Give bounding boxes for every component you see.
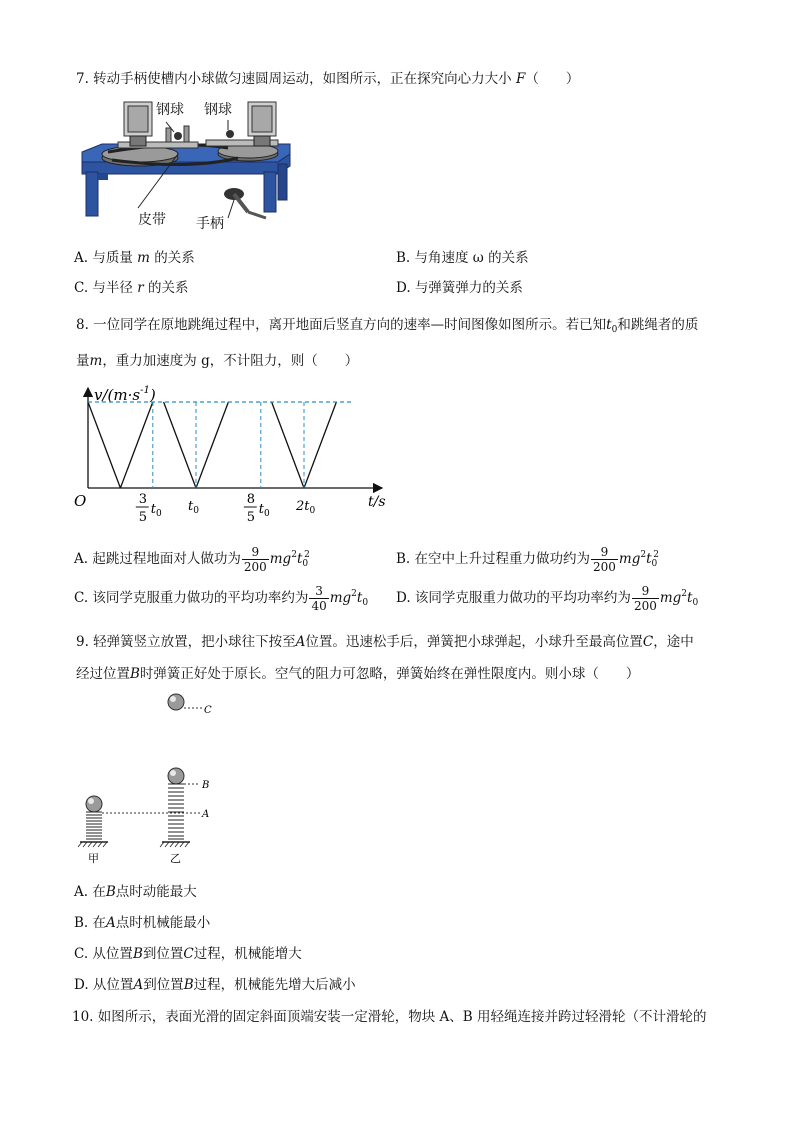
tick-frac-num: 3: [138, 492, 148, 507]
q8-stem-line2: 量m，重力加速度为 g，不计阻力，则（ ）: [76, 353, 359, 369]
vt-plot-series: [88, 402, 353, 488]
q9-option-c[interactable]: C. 从位置B到位置C过程，机械能增大: [74, 946, 302, 962]
label-handle: 手柄: [196, 216, 224, 232]
vt-segment: [88, 402, 120, 488]
tick-frac-den: 5: [246, 510, 256, 525]
label-belt: 皮带: [138, 212, 166, 228]
q9-option-b[interactable]: B. 在A点时机械能最小: [74, 915, 211, 931]
q7-option-b[interactable]: B. 与角速度 ω 的关系: [396, 250, 529, 266]
tick-label: $2t_0$: [296, 499, 316, 516]
label-ball-right: 钢球: [204, 102, 232, 118]
label-position-b: B: [202, 780, 210, 791]
tick-label: $t_0$: [188, 499, 199, 516]
q8-option-b[interactable]: B. 在空中上升过程重力做功约为 $\frac{9}{200}$ $mg^2t_0^2$: [396, 545, 660, 574]
q8-option-c[interactable]: C. 该同学克服重力做功的平均功率约为 $\frac{3}{40}$ $mg^2t_0$: [74, 584, 369, 613]
spring-ball-figure: [76, 686, 236, 866]
label-position-c: C: [204, 705, 212, 716]
x-axis-label: t/s: [368, 494, 386, 510]
vt-segment: [304, 402, 336, 488]
vt-segment: [120, 402, 152, 488]
q10-stem: 10. 如图所示，表面光滑的固定斜面顶端安装一定滑轮，物块 A、B 用轻绳连接并跨过轻滑轮（不计滑轮的: [72, 1009, 707, 1025]
q7-option-d[interactable]: D. 与弹簧弹力的关系: [396, 280, 523, 296]
tick-label: $t_0$: [258, 502, 270, 519]
q7-option-c[interactable]: C. 与半径 r 的关系: [74, 280, 189, 296]
vt-segment: [164, 402, 196, 488]
tick-frac-num: 8: [246, 492, 256, 507]
q9-option-a[interactable]: A. 在B点时动能最大: [74, 884, 197, 900]
vt-segment: [272, 402, 304, 488]
q9-stem-line2: 经过位置B时弹簧正好处于原长。空气的阻力可忽略，弹簧始终在弹性限度内。则小球（ ）: [76, 666, 640, 682]
label-ball-left: 钢球: [156, 102, 184, 118]
q7-stem: 7. 转动手柄使槽内小球做匀速圆周运动，如图所示，正在探究向心力大小 F（ ）: [76, 71, 580, 87]
vt-graph: [70, 378, 400, 528]
vt-segment: [196, 402, 228, 488]
q8-stem-line1: 8. 一位同学在原地跳绳过程中，离开地面后竖直方向的速率—时间图像如图所示。若已知$t_0$和跳绳者的质: [76, 317, 699, 335]
label-position-a: A: [202, 809, 210, 820]
origin-label: O: [74, 492, 87, 510]
label-jia: 甲: [88, 852, 99, 865]
tick-label: $t_0$: [150, 502, 162, 519]
q8-option-d[interactable]: D. 该同学克服重力做功的平均功率约为 $\frac{9}{200}$ $mg^2t_0$: [396, 584, 699, 613]
centripetal-force-apparatus-figure: [78, 92, 318, 238]
q7-option-a[interactable]: A. 与质量 m 的关系: [74, 250, 195, 266]
y-axis-label: $v/(m\cdot s^{-1})$: [94, 385, 156, 404]
q9-stem-line1: 9. 轻弹簧竖立放置，把小球往下按至A位置。迅速松手后，弹簧把小球弹起，小球升至最高位置C，途中: [76, 634, 694, 650]
q9-option-d[interactable]: D. 从位置A到位置B过程，机械能先增大后减小: [74, 977, 356, 993]
vt-tick-labels: [136, 492, 316, 525]
q8-option-a[interactable]: A. 起跳过程地面对人做功为 $\frac{9}{200}$ $mg^2t_0^2$: [74, 545, 310, 574]
tick-frac-den: 5: [138, 510, 148, 525]
label-yi: 乙: [170, 852, 181, 865]
